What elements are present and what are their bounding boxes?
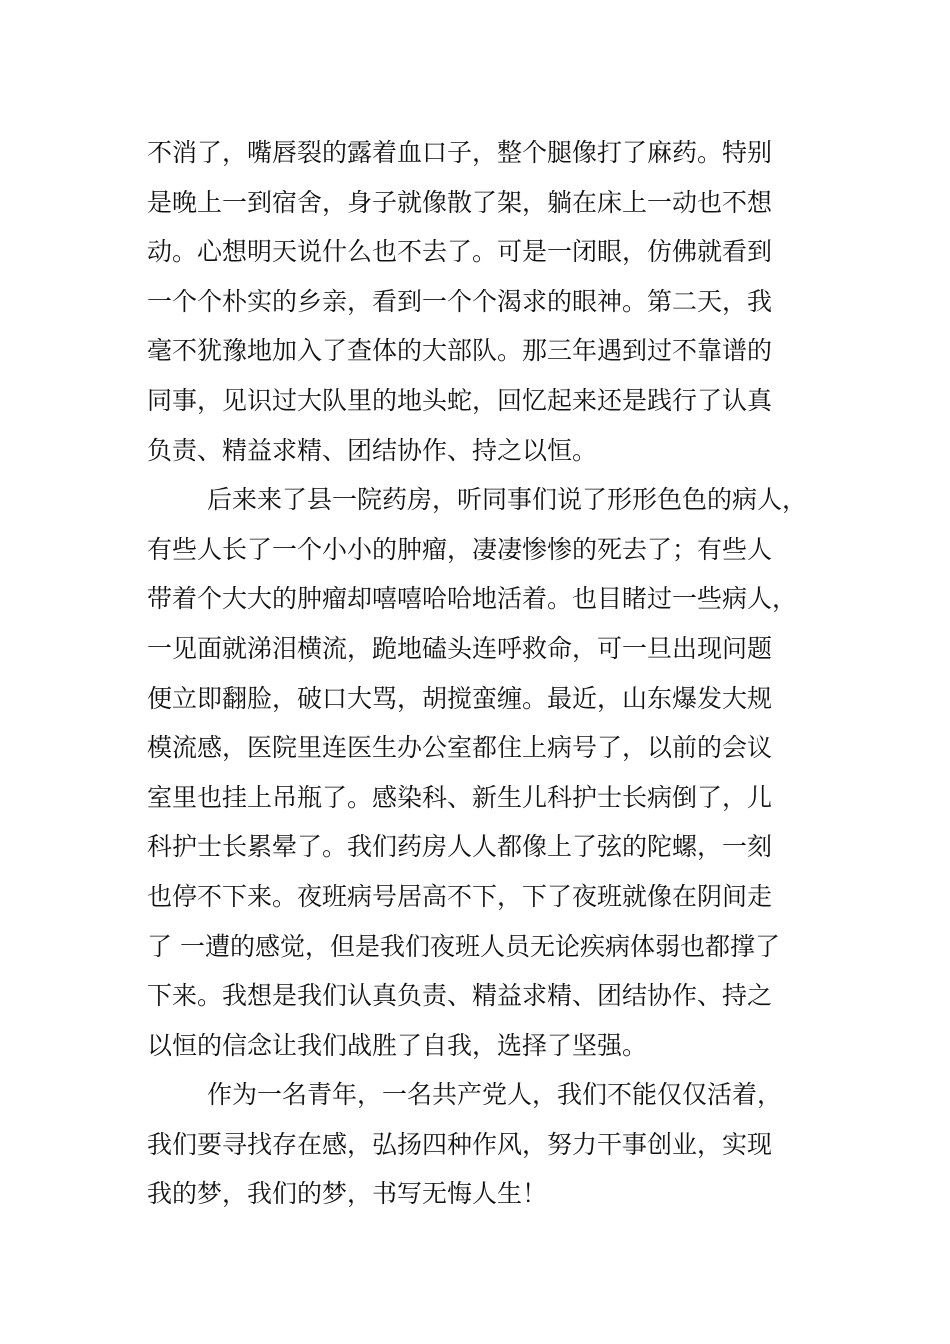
text-line: 了 一遭的感觉，但是我们夜班人员无论疾病体弱也都撑了 [147, 931, 780, 961]
text-line: 动。心想明天说什么也不去了。可是一闭眼，仿佛就看到 [147, 237, 773, 267]
text-line: 我的梦，我们的梦，书写无悔人生！ [147, 1179, 548, 1209]
text-line: 以恒的信念让我们战胜了自我，选择了坚强。 [147, 1030, 648, 1060]
text-line: 是晚上一到宿舍，身子就像散了架，躺在床上一动也不想 [147, 187, 773, 217]
text-line: 一见面就涕泪横流，跪地磕头连呼救命，可一旦出现问题 [147, 633, 773, 663]
text-line: 下来。我想是我们认真负责、精益求精、团结协作、持之 [147, 981, 773, 1011]
paragraph-start-line: 作为一名青年，一名共产党人，我们不能仅仅活着， [207, 1080, 783, 1110]
body-text [147, 131, 827, 1222]
text-line: 便立即翻脸，破口大骂，胡搅蛮缠。最近，山东爆发大规 [147, 683, 773, 713]
text-line: 有些人长了一个小小的肿瘤，凄凄惨惨的死去了；有些人 [147, 534, 773, 564]
text-line: 也停不下来。夜班病号居高不下，下了夜班就像在阴间走 [147, 881, 773, 911]
text-line: 科护士长累晕了。我们药房人人都像上了弦的陀螺，一刻 [147, 832, 773, 862]
text-line: 我们要寻找存在感，弘扬四种作风，努力干事创业，实现 [147, 1129, 773, 1159]
text-line: 带着个大大的肿瘤却嘻嘻哈哈地活着。也目睹过一些病人， [147, 584, 798, 614]
text-line: 模流感，医院里连医生办公室都住上病号了，以前的会议 [147, 733, 773, 763]
paragraph-start-line: 后来来了县一院药房，听同事们说了形形色色的病人， [207, 485, 808, 515]
text-line: 负责、精益求精、团结协作、持之以恒。 [147, 435, 598, 465]
text-line: 毫不犹豫地加入了查体的大部队。那三年遇到过不靠谱的 [147, 336, 773, 366]
text-line: 一个个朴实的乡亲，看到一个个渴求的眼神。第二天，我 [147, 286, 773, 316]
text-line: 同事，见识过大队里的地头蛇，回忆起来还是践行了认真 [147, 385, 773, 415]
text-line: 室里也挂上吊瓶了。感染科、新生儿科护士长病倒了，儿 [147, 782, 773, 812]
text-line: 不消了，嘴唇裂的露着血口子，整个腿像打了麻药。特别 [147, 138, 773, 167]
